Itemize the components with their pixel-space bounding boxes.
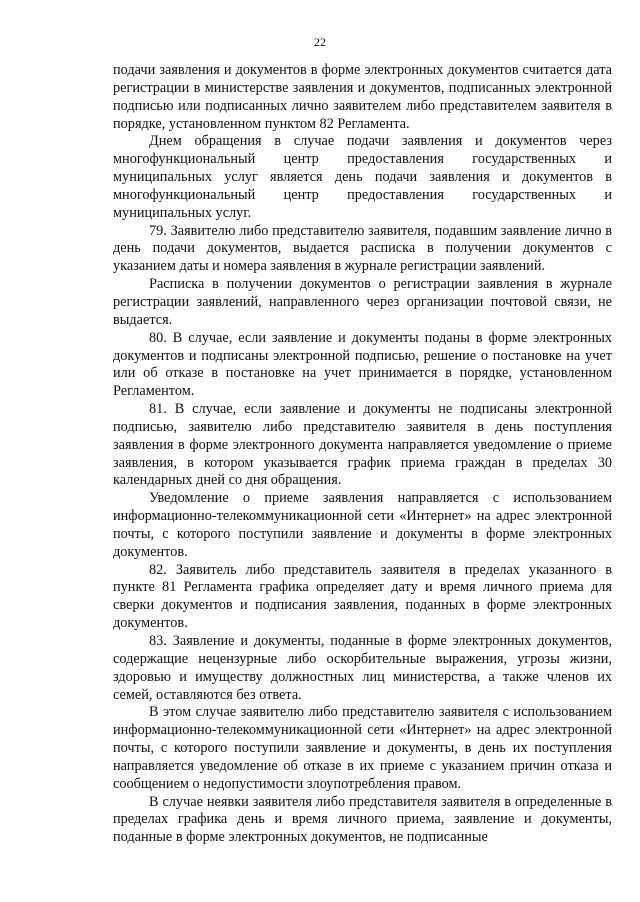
paragraph-notification: Уведомление о приеме заявления направляется с использованием информационно-телекоммуникационной сети «Интернет» на адрес электронной почты, с которого поступили заявление и документы в форме электронных документов. — [113, 490, 612, 560]
paragraph-receipt-postal: Расписка в получении документов о регистрации заявления в журнале регистрации заявлений, направленного через организации почтовой связи, не выдается. — [113, 276, 612, 328]
page-number: 22 — [314, 35, 326, 49]
paragraph-83: 83. Заявление и документы, поданные в форме электронных документов, содержащие нецензурные либо оскорбительные выражения, угрозы жизни, здоровью и имуществу должностных лиц министерства, а также членов их семей, оставляются без ответа. — [113, 633, 612, 703]
paragraph-no-show: В случае неявки заявителя либо представителя заявителя в определенные в пределах графика день и время личного приема, заявление и документы, поданные в форме электронных документов, не подписанные — [113, 793, 612, 846]
paragraph-continuation: подачи заявления и документов в форме электронных документов считается дата регистрации в министерстве заявления и документов, подписанных электронной подписью или подписанных лично заявителем либо представителем заявителя в порядке, установленном пунктом 82 Регламента. — [113, 62, 612, 132]
paragraph-79: 79. Заявителю либо представителю заявителя, подавшим заявление лично в день подачи документов, выдается расписка в получении документов с указанием даты и номера заявления в журнале регистрации заявлений. — [113, 222, 612, 275]
paragraph-82: 82. Заявитель либо представитель заявителя в пределах указанного в пункте 81 Регламента графика определяет дату и время личного приема для сверки документов и подписания заявления, поданных в форме электронных документов. — [113, 561, 612, 632]
document-body — [113, 62, 612, 847]
paragraph-81: 81. В случае, если заявление и документы не подписаны электронной подписью, заявителю либо представителю заявителя в день поступления заявления в форме электронного документа направляется уведомление о приеме заявления, в котором указывается график приема граждан в пределах 30 календарных дней со дня обращения. — [113, 401, 612, 489]
paragraph-application-day: Днем обращения в случае подачи заявления и документов через многофункциональный центр предоставления государственных и муниципальных услуг является день подачи заявления и документов в многофункциональный центр предоставления государственных и муниципальных услуг. — [113, 133, 612, 221]
paragraph-refusal-notice: В этом случае заявителю либо представителю заявителя с использованием информационно-телекоммуникационной сети «Интернет» на адрес электронной почты, с которого поступили заявление и документы, в день их поступления направляется уведомление об отказе в их приеме с указанием причин отказа и сообщением о недопустимости злоупотребления правом. — [113, 704, 612, 792]
paragraph-80: 80. В случае, если заявление и документы поданы в форме электронных документов и подписаны электронной подписью, решение о постановке на учет или об отказе в постановке на учет принимается в порядке, установленном Регламентом. — [113, 329, 612, 400]
